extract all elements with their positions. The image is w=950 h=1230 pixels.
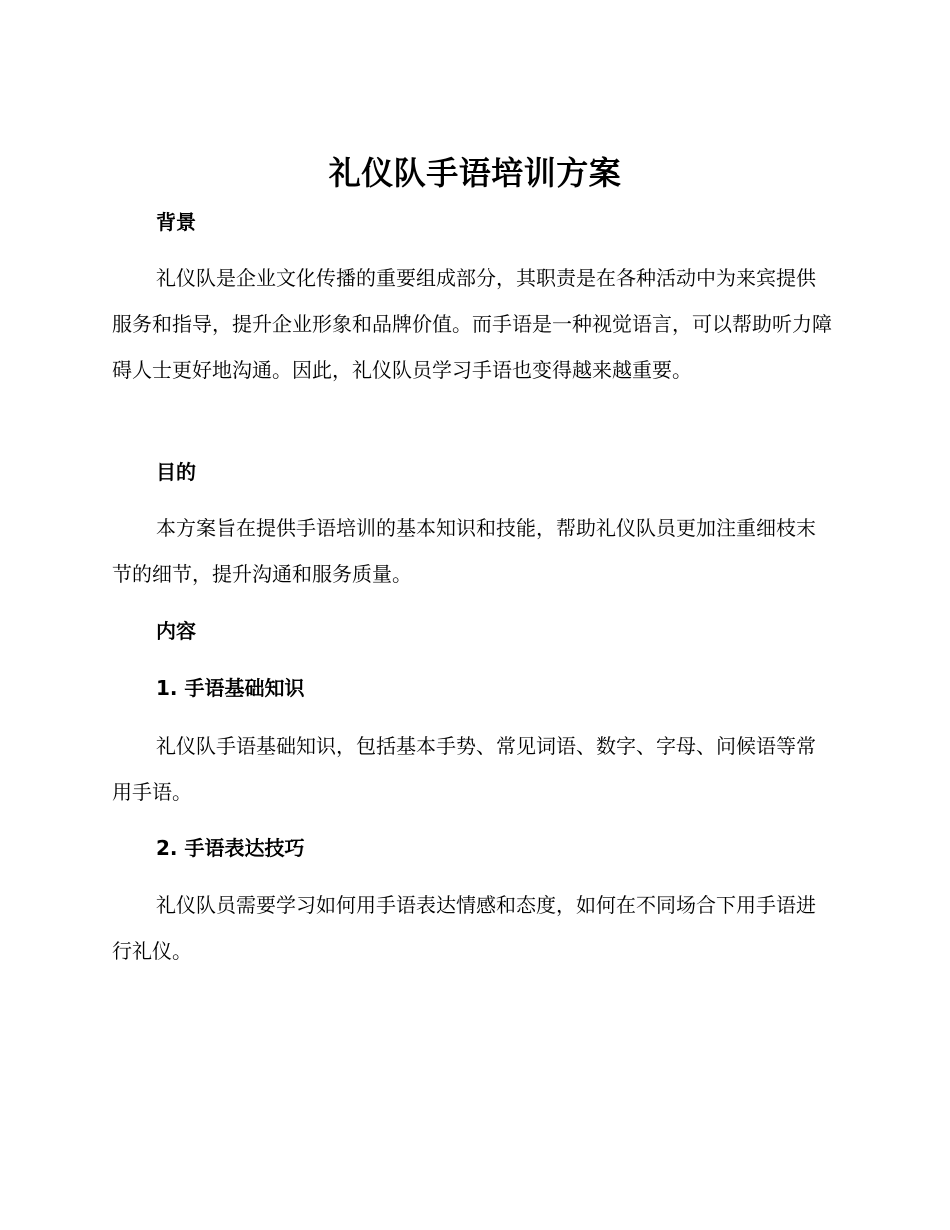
- paragraph-purpose: 本方案旨在提供手语培训的基本知识和技能，帮助礼仪队员更加注重细枝末节的细节，提升沟通和服务质量。: [112, 516, 816, 586]
- section-heading-purpose: 目的: [156, 460, 196, 484]
- subsection-heading-sign-techniques: 2. 手语表达技巧: [156, 836, 305, 860]
- paragraph-sign-basics: 礼仪队手语基础知识，包括基本手势、常见词语、数字、字母、问候语等常用手语。: [112, 734, 816, 804]
- subsection-heading-sign-basics: 1. 手语基础知识: [156, 676, 305, 700]
- section-heading-background: 背景: [156, 210, 196, 234]
- document-title: 礼仪队手语培训方案: [328, 154, 622, 192]
- paragraph-sign-techniques: 礼仪队员需要学习如何用手语表达情感和态度，如何在不同场合下用手语进行礼仪。: [112, 893, 816, 963]
- section-heading-content: 内容: [156, 619, 196, 643]
- paragraph-background: 礼仪队是企业文化传播的重要组成部分，其职责是在各种活动中为来宾提供服务和指导，提升企业形象和品牌价值。而手语是一种视觉语言，可以帮助听力障碍人士更好地沟通。因此，礼仪队员学习手语也变得越来越重要。: [112, 266, 832, 382]
